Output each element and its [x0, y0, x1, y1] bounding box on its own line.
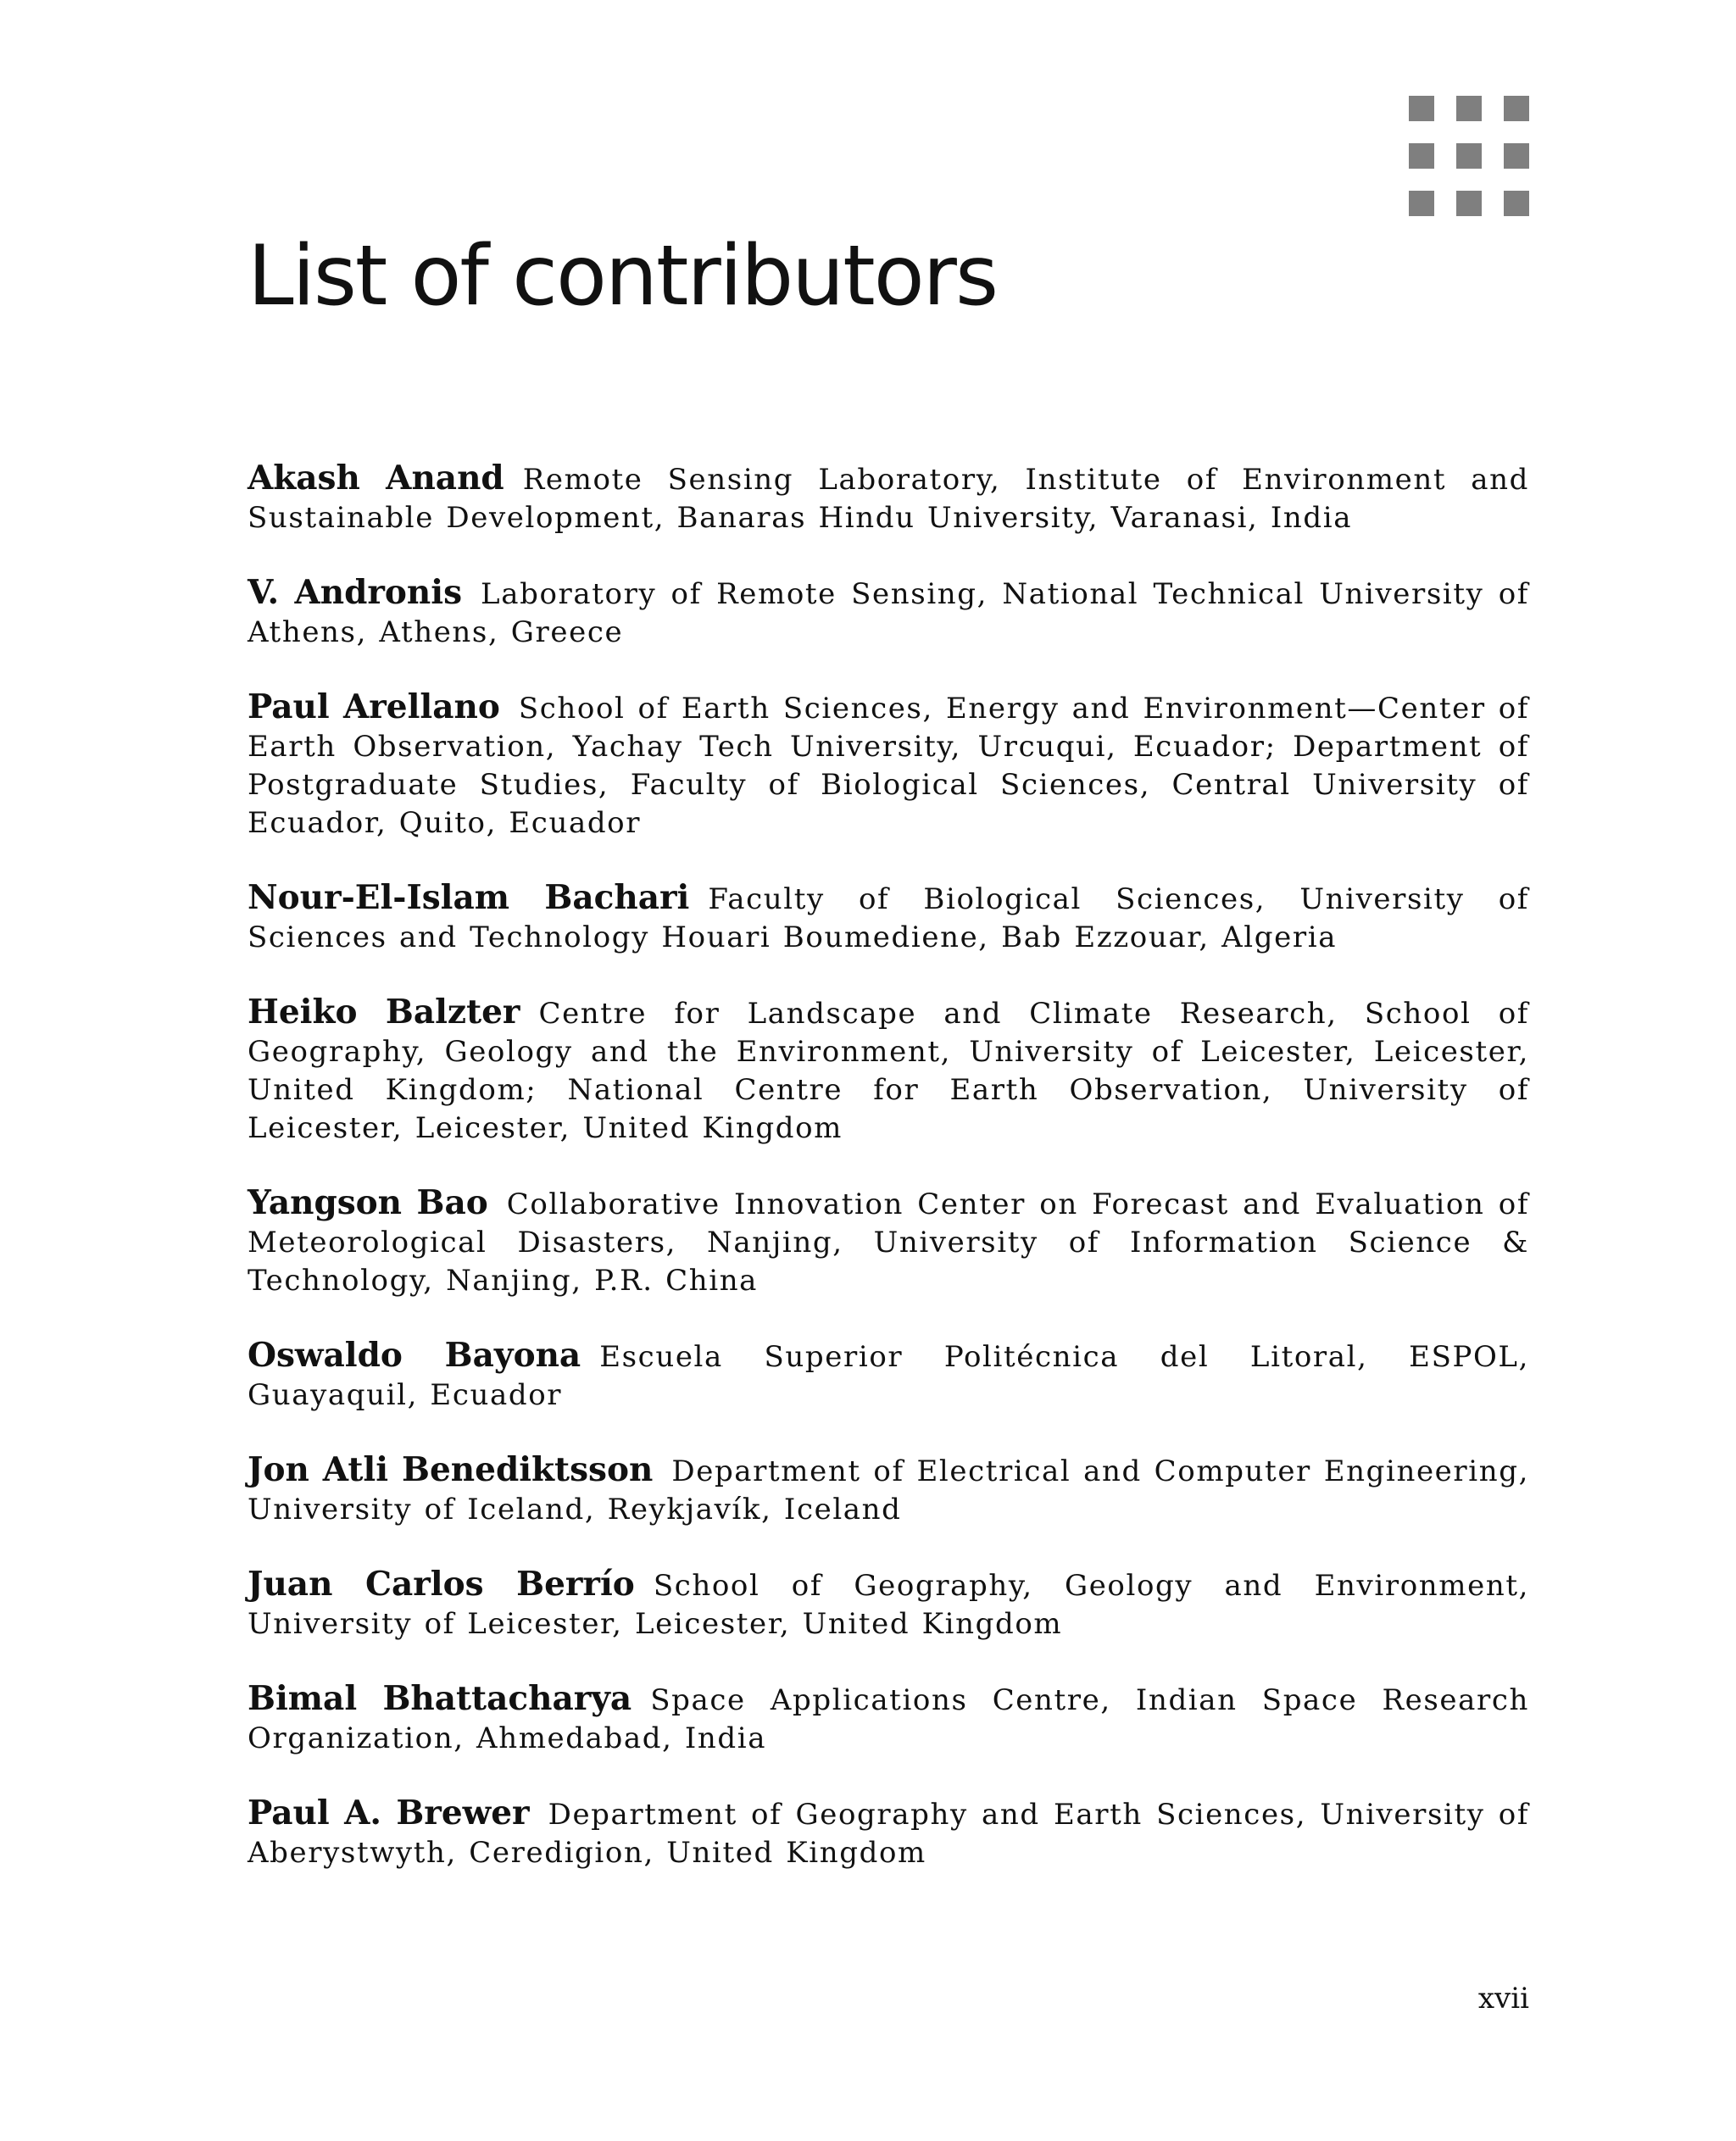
contributor-name: Paul A. Brewer	[248, 1793, 530, 1832]
contributor-entry	[248, 879, 1529, 957]
ornament-square	[1504, 191, 1529, 216]
ornament-square	[1504, 96, 1529, 121]
contributor-name: Oswaldo Bayona	[248, 1336, 581, 1375]
page-number: xvii	[1477, 1982, 1529, 2016]
ornament-square	[1409, 143, 1434, 169]
contributor-affiliation: Faculty of Biological Sciences, University of Sciences and Technology Houari Boumediene, Bab Ezzouar, Algeria	[248, 882, 1529, 954]
contributor-entry	[248, 1184, 1529, 1300]
contributor-affiliation: Department of Geography and Earth Sciences, University of Aberystwyth, Ceredigion, United Kingdom	[248, 1798, 1529, 1870]
ornament-square	[1409, 191, 1434, 216]
contributor-entry	[248, 1337, 1529, 1415]
contributor-entry	[248, 1451, 1529, 1529]
contributor-affiliation: Space Applications Centre, Indian Space Research Organization, Ahmedabad, India	[248, 1683, 1529, 1755]
contributor-entry	[248, 1565, 1529, 1643]
contributor-name: Heiko Balzter	[248, 993, 520, 1032]
page-title: List of contributors	[248, 228, 998, 325]
contributor-entry	[248, 688, 1529, 842]
contributor-list	[248, 459, 1529, 1909]
contributor-name: Paul Arellano	[248, 687, 500, 726]
chapter-grid-ornament	[1409, 96, 1529, 216]
ornament-square	[1456, 191, 1482, 216]
contributor-entry	[248, 1794, 1529, 1872]
contributor-name: Akash Anand	[248, 459, 504, 498]
contributor-affiliation: Laboratory of Remote Sensing, National Technical University of Athens, Athens, Greece	[248, 577, 1529, 649]
contributor-entry	[248, 993, 1529, 1148]
contributor-name: Juan Carlos Berrío	[248, 1565, 635, 1604]
contributor-affiliation: Collaborative Innovation Center on Forecast and Evaluation of Meteorological Disasters, Nanjing, University of Information Science & Technology, Nanjing, P.R. China	[248, 1187, 1529, 1298]
contributor-name: V. Andronis	[248, 573, 463, 612]
contributor-affiliation: Escuela Superior Politécnica del Litoral, ESPOL, Guayaquil, Ecuador	[248, 1340, 1529, 1412]
contributor-affiliation: Remote Sensing Laboratory, Institute of Environment and Sustainable Development, Banaras Hindu University, Varanasi, India	[248, 463, 1529, 535]
contributor-affiliation: Department of Electrical and Computer Engineering, University of Iceland, Reykjavík, Iceland	[248, 1454, 1529, 1527]
contributor-name: Yangson Bao	[248, 1183, 488, 1222]
contributor-affiliation: School of Geography, Geology and Environment, University of Leicester, Leicester, United Kingdom	[248, 1569, 1529, 1641]
contributor-entry	[248, 1680, 1529, 1758]
ornament-square	[1456, 143, 1482, 169]
contributor-affiliation: School of Earth Sciences, Energy and Environment—Center of Earth Observation, Yachay Tech University, Urcuqui, Ecuador; Department of Postgraduate Studies, Faculty of Biological Sciences, Central University of Ecuador, Quito, Ecuador	[248, 692, 1529, 840]
contributor-name: Jon Atli Benediktsson	[248, 1450, 654, 1489]
contributor-entry	[248, 574, 1529, 652]
ornament-square	[1504, 143, 1529, 169]
contributor-entry	[248, 459, 1529, 537]
contributor-name: Bimal Bhattacharya	[248, 1679, 632, 1718]
contributor-affiliation: Centre for Landscape and Climate Research, School of Geography, Geology and the Environment, University of Leicester, Leicester, United Kingdom; National Centre for Earth Observation, University of Leicester, Leicester, United Kingdom	[248, 997, 1529, 1145]
contributor-name: Nour-El-Islam Bachari	[248, 878, 690, 917]
ornament-square	[1456, 96, 1482, 121]
ornament-square	[1409, 96, 1434, 121]
